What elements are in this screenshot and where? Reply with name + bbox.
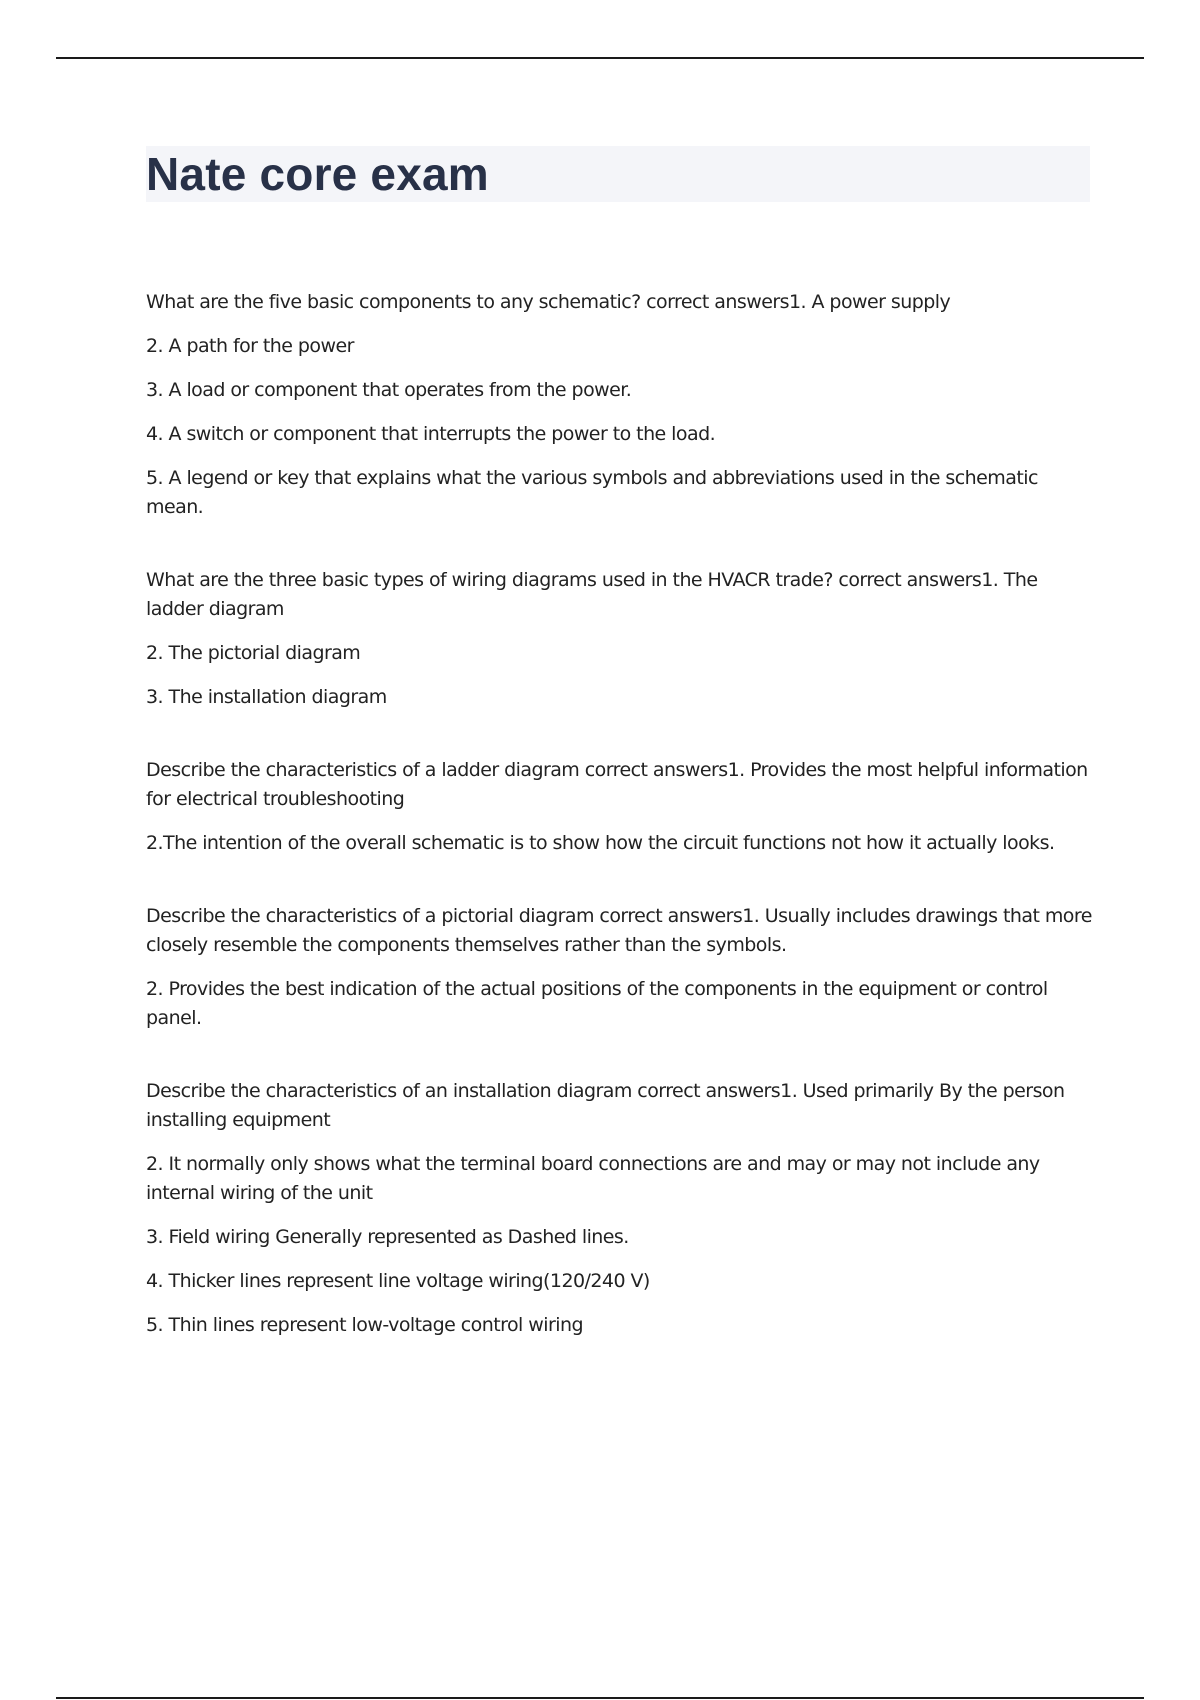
answer-line: 5. A legend or key that explains what the various symbols and abbreviations used in the schematic mean. — [146, 467, 1038, 518]
answer-line: 3. Field wiring Generally represented as Dashed lines. — [146, 1226, 629, 1248]
answer-line: 2. The pictorial diagram — [146, 642, 361, 664]
question-line: What are the five basic components to any schematic? correct answers1. A power supply — [146, 291, 951, 313]
qa-block-schematic-components — [146, 288, 1094, 522]
page-bottom-rule — [56, 1697, 1144, 1699]
page-top-rule — [56, 57, 1144, 59]
qa-block-pictorial-diagram — [146, 902, 1094, 1033]
answer-line: 3. A load or component that operates from the power. — [146, 379, 632, 401]
document-body — [146, 288, 1094, 1384]
question-line: What are the three basic types of wiring diagrams used in the HVACR trade? correct answers1. The ladder diagram — [146, 569, 1038, 620]
qa-block-installation-diagram — [146, 1077, 1094, 1340]
answer-line: 2. It normally only shows what the terminal board connections are and may or may not include any internal wiring of the unit — [146, 1153, 1040, 1204]
qa-block-wiring-diagram-types — [146, 566, 1094, 712]
answer-line: 2.The intention of the overall schematic is to show how the circuit functions not how it actually looks. — [146, 832, 1055, 854]
answer-line: 3. The installation diagram — [146, 686, 387, 708]
document-title: Nate core exam — [146, 148, 489, 200]
answer-line: 4. Thicker lines represent line voltage wiring(120/240 V) — [146, 1270, 650, 1292]
answer-line: 4. A switch or component that interrupts the power to the load. — [146, 423, 716, 445]
question-line: Describe the characteristics of a pictorial diagram correct answers1. Usually includes drawings that more closely resemble the components themselves rather than the symbols. — [146, 905, 1092, 956]
question-line: Describe the characteristics of an installation diagram correct answers1. Used primarily By the person installing equipment — [146, 1080, 1065, 1131]
question-line: Describe the characteristics of a ladder diagram correct answers1. Provides the most helpful information for electrical troubleshooting — [146, 759, 1088, 810]
answer-line: 5. Thin lines represent low-voltage control wiring — [146, 1314, 583, 1336]
answer-line: 2. A path for the power — [146, 335, 354, 357]
qa-block-ladder-diagram — [146, 756, 1094, 858]
answer-line: 2. Provides the best indication of the actual positions of the components in the equipment or control panel. — [146, 978, 1048, 1029]
